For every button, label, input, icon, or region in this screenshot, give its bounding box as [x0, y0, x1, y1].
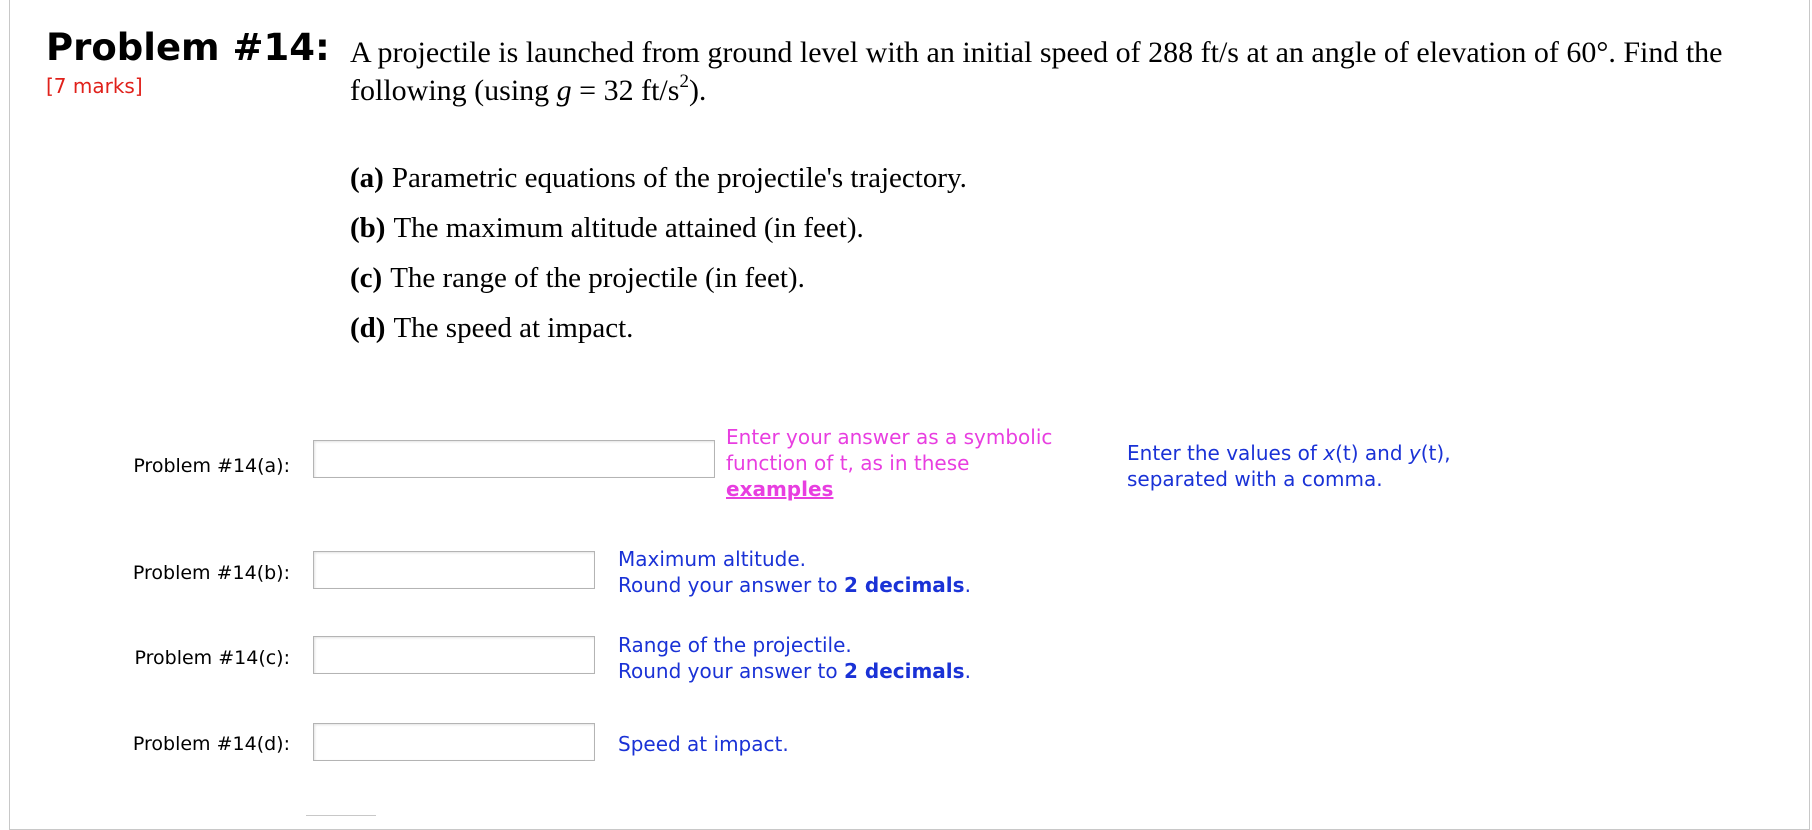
answer-b-input[interactable] [313, 551, 595, 589]
problem-frame [9, 0, 1810, 830]
examples-link[interactable]: examples [726, 477, 834, 501]
part-c: (c) The range of the projectile (in feet). [350, 262, 805, 294]
answer-d-label: Problem #14(d): [132, 733, 290, 755]
part-d: (d) The speed at impact. [350, 312, 634, 344]
answer-a-hint-values: Enter the values of x(t) and y(t), separated with a comma. [1127, 441, 1451, 491]
problem-statement: A projectile is launched from ground level with an initial speed of 288 ft/s at an angle of elevation of 60°. Find the following (using g = 32 $ft/s^2$). [350, 36, 1723, 107]
part-a: (a) Parametric equations of the projectile's trajectory. [350, 162, 967, 194]
answer-a-label: Problem #14(a): [133, 455, 290, 477]
answer-d-input[interactable] [313, 723, 595, 761]
answer-d-hint: Speed at impact. [618, 732, 789, 756]
bottom-divider [306, 815, 376, 821]
answer-c-hint: Range of the projectile. Round your answer to 2 decimals. [618, 633, 971, 683]
answer-a-input[interactable] [313, 440, 715, 478]
part-b: (b) The maximum altitude attained (in feet). [350, 212, 864, 244]
problem-parts-list [350, 160, 967, 360]
answer-a-hint-format: Enter your answer as a symbolic function of t, as in these examples [726, 425, 1053, 501]
answer-b-hint: Maximum altitude. Round your answer to 2 decimals. [618, 547, 971, 597]
problem-title: Problem #14: [46, 26, 330, 69]
answer-c-input[interactable] [313, 636, 595, 674]
answer-b-label: Problem #14(b): [132, 562, 290, 584]
answer-c-label: Problem #14(c): [134, 647, 290, 669]
problem-marks: [7 marks] [46, 74, 143, 98]
